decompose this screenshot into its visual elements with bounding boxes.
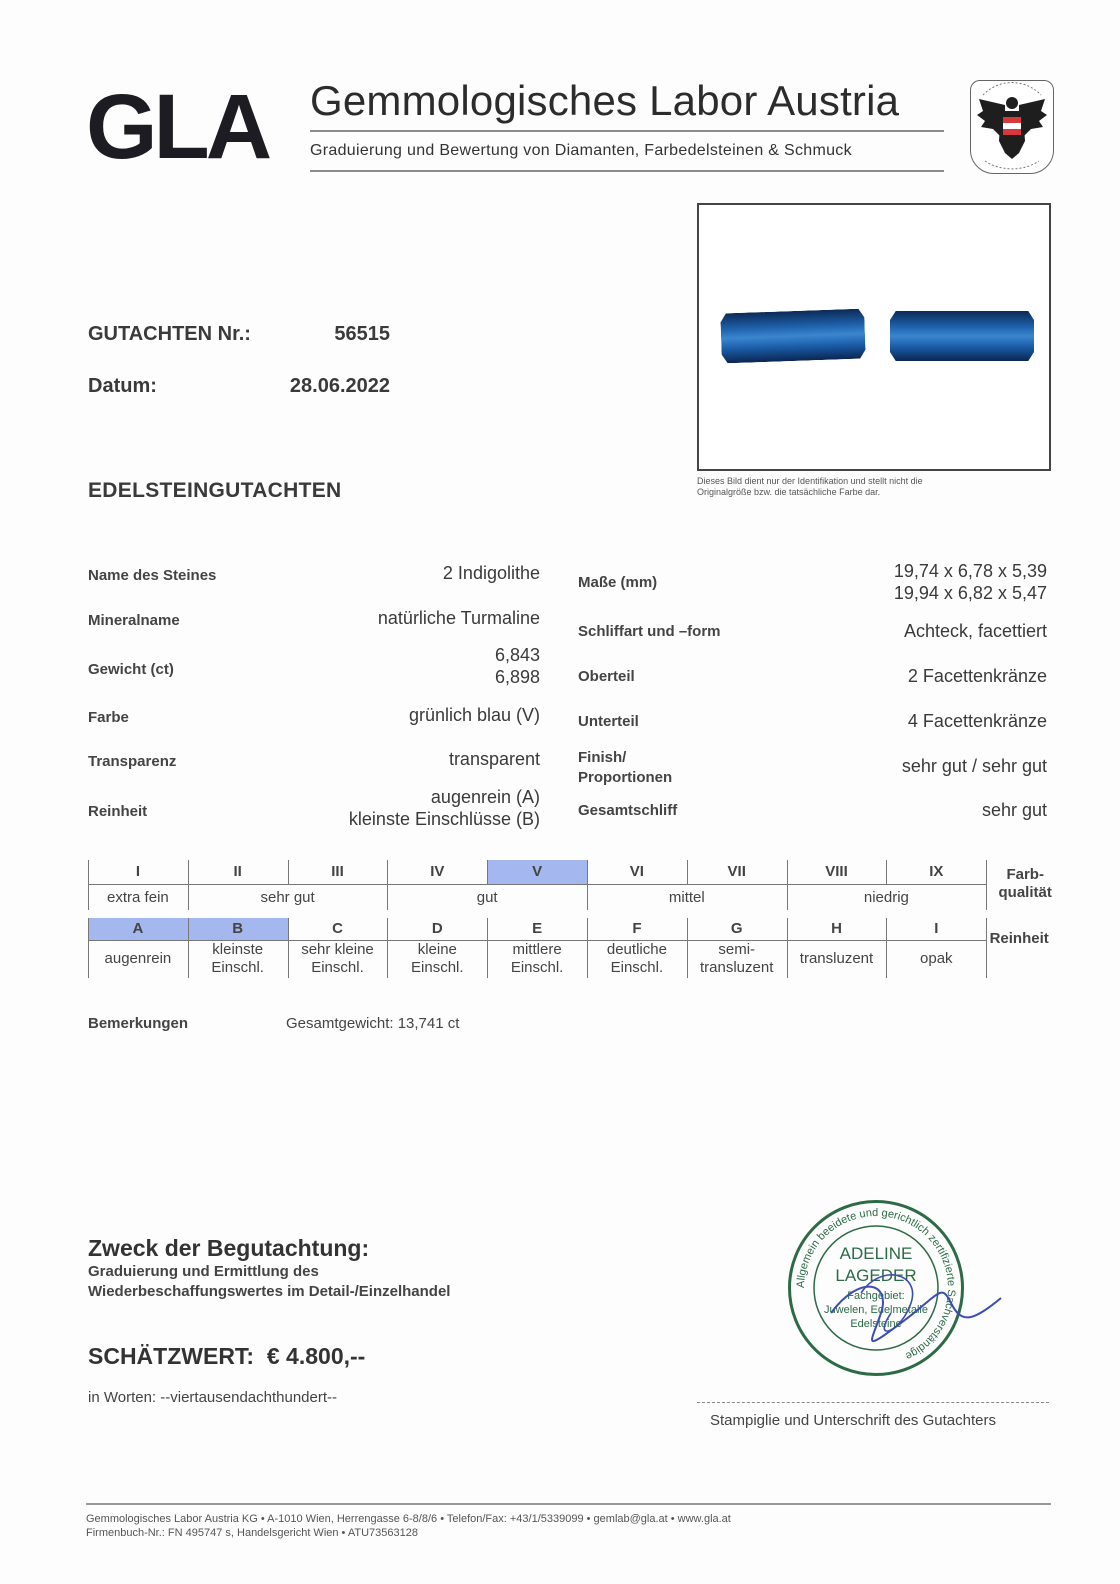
- appraiser-stamp: [788, 1200, 964, 1376]
- clarity-description-line: Einschl.: [211, 959, 264, 976]
- table-rule: [188, 884, 189, 910]
- clarity-grade-cell: I: [934, 920, 939, 937]
- property-label-line: Oberteil: [578, 668, 635, 685]
- table-rule: [88, 884, 986, 885]
- remarks-value: Gesamtgewicht: 13,741 ct: [286, 1015, 460, 1032]
- property-label-line: Proportionen: [578, 769, 673, 786]
- color-grade-cell: VIII: [825, 863, 848, 880]
- property-value: [745, 755, 1047, 777]
- clarity-description-line: semi-: [718, 941, 756, 958]
- table-rule: [787, 860, 788, 884]
- property-value: [240, 748, 540, 770]
- austrian-eagle-crest-icon: [970, 80, 1054, 174]
- property-label-line: Gesamtschliff: [578, 802, 678, 819]
- table-rule: [88, 884, 89, 910]
- property-value-line: Achteck, facettiert: [903, 621, 1047, 641]
- clarity-description-cell: [687, 941, 787, 977]
- report-number: 56515: [334, 323, 390, 345]
- property-value-line: 19,94 x 6,82 x 5,47: [893, 583, 1047, 603]
- color-grade-cell: IV: [430, 863, 445, 880]
- color-grade-cell: VI: [629, 863, 644, 880]
- property-value-line: sehr gut: [981, 800, 1047, 820]
- report-date: 28.06.2022: [289, 375, 390, 397]
- clarity-description-line: sehr kleine: [301, 941, 374, 958]
- color-grade-cell: III: [331, 863, 344, 880]
- property-value-line: 2 Facettenkränze: [907, 666, 1047, 686]
- table-rule: [487, 860, 488, 884]
- table-rule: [986, 884, 987, 910]
- clarity-grade-cell-selected: B: [188, 918, 288, 940]
- lab-name: Gemmologisches Labor Austria: [310, 77, 900, 124]
- stamp-name-line-2: LAGEDER: [835, 1266, 917, 1285]
- color-grade-cell: IX: [929, 863, 944, 880]
- table-rule: [288, 860, 289, 884]
- clarity-grade-cell: C: [332, 920, 343, 937]
- photo-caption-line-1: Dieses Bild dient nur der Identifikation und stellt nicht die: [697, 476, 923, 486]
- property-label: [578, 667, 635, 687]
- clarity-description-line: opak: [920, 950, 953, 967]
- property-value: [745, 560, 1047, 604]
- estimate-value: € 4.800,--: [266, 1343, 366, 1369]
- clarity-description-cell: [487, 941, 587, 977]
- property-value-line: 2 Indigolithe: [442, 563, 540, 583]
- clarity-description-line: transluzent: [799, 950, 874, 967]
- clarity-grade-cell-selected: A: [88, 918, 188, 940]
- color-quality-label: [990, 866, 1060, 902]
- clarity-label: Reinheit: [989, 930, 1049, 947]
- property-value-line: 4 Facettenkränze: [907, 711, 1047, 731]
- property-label: [578, 622, 721, 642]
- table-rule: [387, 860, 388, 884]
- signature-caption: Stampiglie und Unterschrift des Gutachters: [710, 1412, 996, 1429]
- clarity-description-cell: [387, 941, 487, 977]
- clarity-grade-cell: H: [831, 920, 842, 937]
- property-value-line: augenrein (A): [430, 787, 540, 807]
- property-label-line: Unterteil: [578, 713, 639, 730]
- table-rule: [787, 884, 788, 910]
- clarity-grade-cell: G: [730, 920, 743, 937]
- clarity-description-line: Einschl.: [411, 959, 464, 976]
- table-rule: [587, 884, 588, 910]
- property-value: [240, 786, 540, 830]
- clarity-description-line: deutliche: [606, 941, 667, 958]
- property-value-line: 6,843: [494, 645, 540, 665]
- property-value: [240, 562, 540, 584]
- table-rule: [188, 860, 189, 884]
- property-value-line: transparent: [448, 749, 540, 769]
- property-value-line: 19,74 x 6,78 x 5,39: [893, 561, 1047, 581]
- clarity-description-line: augenrein: [104, 950, 172, 967]
- property-label: Reinheit: [88, 803, 148, 820]
- table-rule: [886, 918, 887, 978]
- table-rule: [387, 884, 388, 910]
- property-label: Gewicht (ct): [88, 661, 174, 678]
- header-divider-top: [310, 130, 944, 132]
- table-rule: [387, 918, 388, 978]
- stamp-line-5: Edelsteine: [850, 1318, 902, 1330]
- property-label: [578, 573, 657, 593]
- property-value-line: sehr gut / sehr gut: [901, 756, 1047, 776]
- property-label: Farbe: [88, 709, 129, 726]
- clarity-description-line: Einschl.: [311, 959, 364, 976]
- property-value: [745, 665, 1047, 687]
- report-date-label: Datum:: [88, 375, 157, 397]
- clarity-description-line: kleine: [417, 941, 457, 958]
- table-rule: [687, 918, 688, 978]
- table-rule: [687, 860, 688, 884]
- table-rule: [787, 918, 788, 978]
- property-value: [745, 799, 1047, 821]
- gemstone-image-2: [890, 311, 1034, 361]
- table-rule: [288, 918, 289, 978]
- purpose-line-1: Graduierung und Ermittlung des: [88, 1263, 319, 1280]
- color-grade-cell-selected: V: [487, 860, 587, 884]
- table-rule: [88, 860, 89, 884]
- report-number-label: GUTACHTEN Nr.:: [88, 323, 251, 345]
- property-label-line: Schliffart und –form: [578, 623, 721, 640]
- gemstone-image-1: [720, 309, 866, 364]
- clarity-description-line: kleinste: [212, 941, 264, 958]
- property-value: [240, 644, 540, 688]
- signature-line: [697, 1402, 1049, 1403]
- footer-registry: Firmenbuch-Nr.: FN 495747 s, Handelsgericht Wien • ATU73563128: [86, 1527, 418, 1539]
- lab-subtitle: Graduierung und Bewertung von Diamanten, Farbedelsteinen & Schmuck: [310, 142, 852, 159]
- clarity-description-cell: [587, 941, 687, 977]
- header-divider-bottom: [310, 170, 944, 172]
- table-rule: [188, 918, 189, 978]
- property-label: [578, 712, 639, 732]
- color-group-cell: sehr gut: [260, 889, 315, 906]
- table-rule: [986, 860, 987, 884]
- property-value: [240, 607, 540, 629]
- purpose-title: Zweck der Begutachtung:: [88, 1235, 370, 1261]
- clarity-description-cell: [787, 950, 887, 968]
- color-grade-cell: I: [135, 863, 140, 880]
- property-label-line: Maße (mm): [578, 574, 658, 591]
- property-label: [578, 801, 677, 821]
- color-group-cell: extra fein: [107, 889, 169, 906]
- table-rule: [587, 918, 588, 978]
- clarity-description-line: Einschl.: [610, 959, 664, 976]
- clarity-grade-cell: D: [431, 920, 443, 937]
- clarity-description-line: transluzent: [700, 959, 774, 976]
- property-label: Mineralname: [88, 612, 180, 629]
- color-quality-label-line: Farb-: [1006, 866, 1044, 883]
- property-value: [745, 710, 1047, 732]
- property-value-line: 6,898: [494, 667, 540, 687]
- estimate-in-words: in Worten: --viertausendachthundert--: [88, 1389, 338, 1406]
- color-group-cell: gut: [476, 889, 498, 906]
- color-grade-cell: VII: [727, 863, 746, 880]
- table-rule: [587, 860, 588, 884]
- color-group-cell: mittel: [668, 889, 705, 906]
- clarity-description-cell: [886, 950, 986, 968]
- gemstone-photo: [697, 203, 1051, 471]
- color-grade-cell: II: [233, 863, 242, 880]
- clarity-description-cell: [188, 941, 288, 977]
- property-value: [745, 620, 1047, 642]
- property-label-line: Finish/: [578, 749, 627, 766]
- photo-caption-line-2: Originalgröße bzw. die tatsächliche Farbe dar.: [697, 487, 881, 497]
- clarity-grade-cell: F: [632, 920, 642, 937]
- table-rule: [986, 918, 987, 978]
- clarity-description-line: mittlere: [512, 941, 562, 958]
- stamp-line-3: Fachgebiet:: [847, 1290, 905, 1302]
- gla-logo: GLA: [86, 76, 269, 178]
- purpose-text: [88, 1262, 450, 1302]
- table-rule: [487, 918, 488, 978]
- footer-divider: [86, 1503, 1051, 1505]
- clarity-description-cell: [88, 950, 188, 968]
- remarks-label: Bemerkungen: [88, 1015, 189, 1032]
- footer: [86, 1512, 731, 1540]
- property-value-line: grünlich blau (V): [408, 705, 540, 725]
- table-rule: [88, 918, 89, 978]
- clarity-grade-cell: E: [532, 920, 543, 937]
- stamp-ring-text: Allgemein beeidete und gerichtlich zertifizierte Sachverständige: [794, 1206, 958, 1363]
- color-quality-label-line: qualität: [998, 884, 1052, 901]
- purpose-line-2: Wiederbeschaffungswertes im Detail-/Einzelhandel: [88, 1283, 451, 1300]
- clarity-description-line: Einschl.: [510, 959, 564, 976]
- table-rule: [886, 860, 887, 884]
- stamp-name-line-1: ADELINE: [839, 1244, 913, 1263]
- property-label: [578, 748, 672, 788]
- color-group-cell: niedrig: [863, 889, 909, 906]
- estimate: [88, 1343, 365, 1370]
- property-label: Name des Steines: [88, 567, 217, 584]
- property-label: Transparenz: [88, 753, 177, 770]
- property-value-line: natürliche Turmaline: [377, 608, 540, 628]
- signature-icon: [801, 1243, 1021, 1363]
- stamp-line-4: Juwelen, Edelmetalle: [824, 1304, 928, 1316]
- property-value: [240, 704, 540, 726]
- estimate-label: SCHÄTZWERT:: [88, 1343, 255, 1369]
- footer-address: Gemmologisches Labor Austria KG • A-1010 Wien, Herrengasse 6-8/8/6 • Telefon/Fax: +43/1/5339099 • gemlab@gla.at • www.gla.at: [86, 1513, 731, 1525]
- photo-caption: [697, 476, 1057, 498]
- report-title: EDELSTEINGUTACHTEN: [88, 479, 342, 502]
- property-value-line: kleinste Einschlüsse (B): [348, 809, 540, 829]
- clarity-description-cell: [288, 941, 388, 977]
